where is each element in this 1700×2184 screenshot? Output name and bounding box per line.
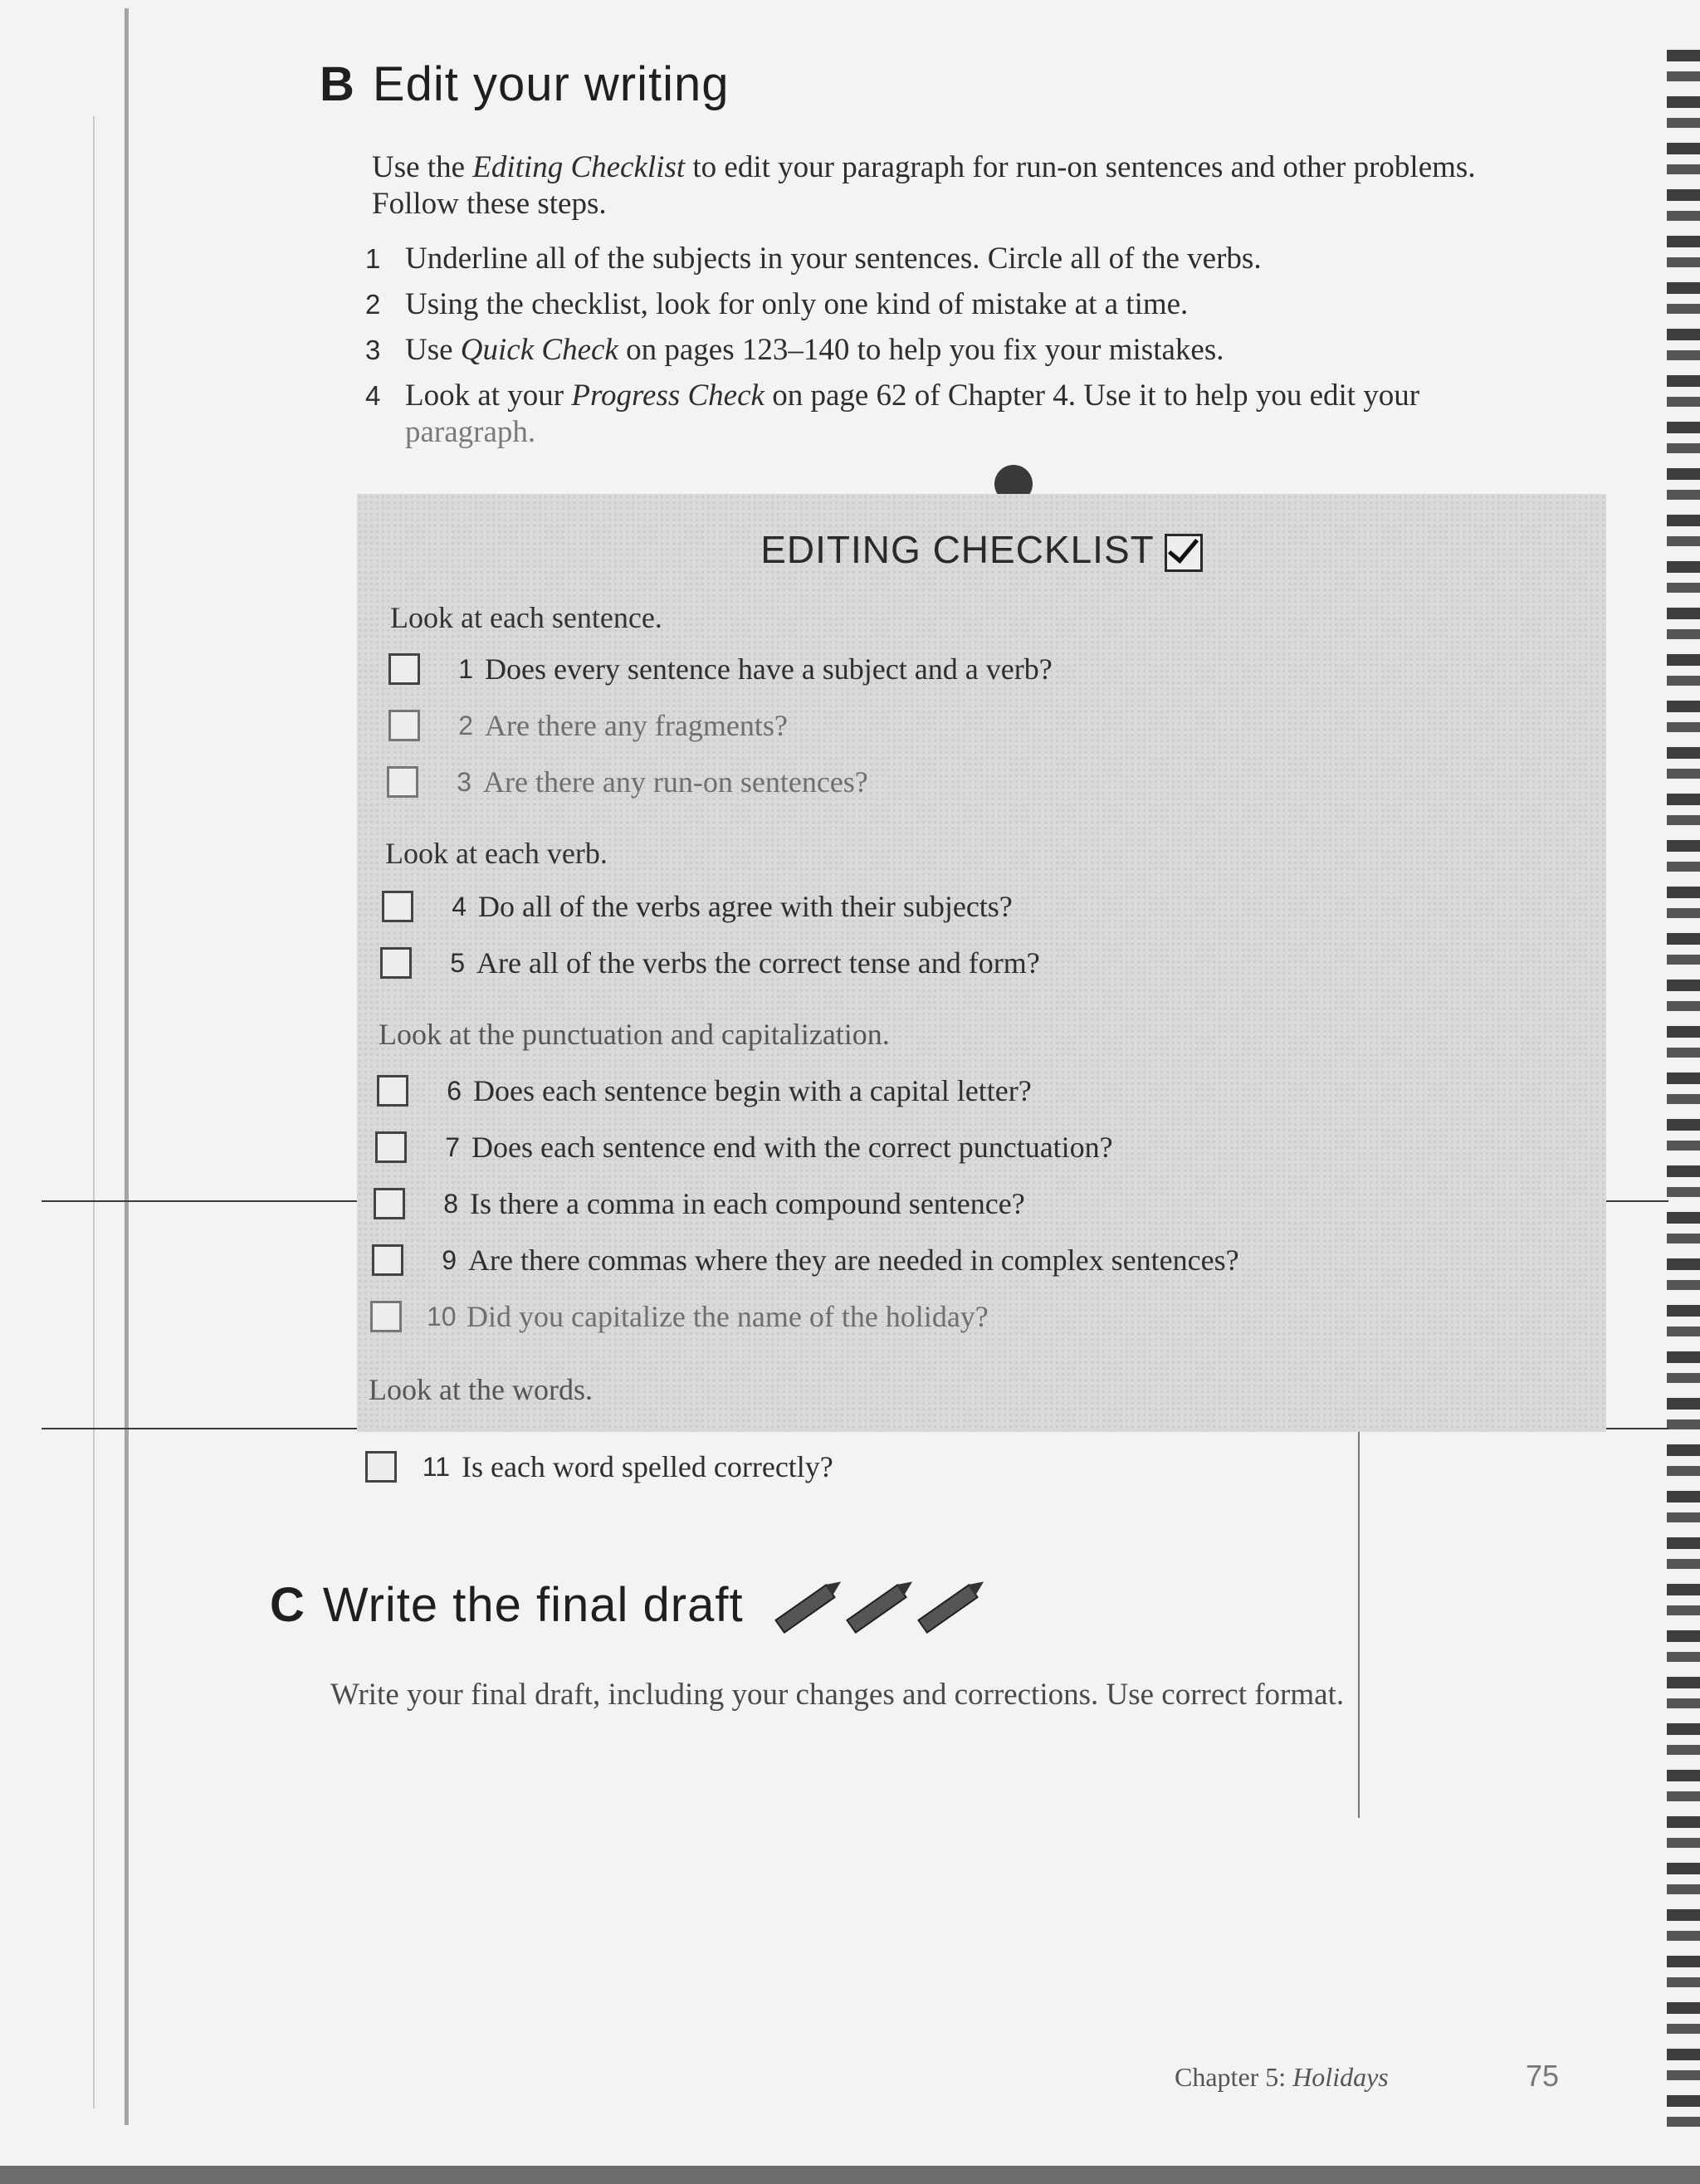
- section-letter: B: [320, 57, 354, 111]
- pencil-icon: [846, 1584, 907, 1634]
- step-item: [365, 378, 1594, 451]
- intro-paragraph: [372, 149, 1517, 222]
- item-text: Did you capitalize the name of the holiday?: [467, 1300, 989, 1333]
- checklist-item: [388, 652, 1053, 686]
- item-number: 3: [457, 766, 471, 797]
- item-text: Do all of the verbs agree with their subjects?: [478, 890, 1013, 923]
- item-text: Are there commas where they are needed in complex sentences?: [468, 1243, 1239, 1277]
- intro-italic: Editing Checklist: [472, 150, 686, 184]
- item-number: 7: [445, 1131, 460, 1162]
- item-text: Does each sentence end with the correct punctuation?: [471, 1131, 1113, 1164]
- step-item: [365, 241, 1594, 277]
- checklist-item: [388, 708, 788, 743]
- step-italic: Quick Check: [460, 333, 618, 367]
- checkbox[interactable]: [380, 947, 412, 979]
- footer-chapter: [1175, 2062, 1389, 2093]
- spiral-binding: [1667, 50, 1700, 2142]
- group-label: Look at the words.: [369, 1373, 593, 1406]
- checkmark-box-icon: [1165, 534, 1203, 572]
- step-text: Look at your: [405, 379, 572, 413]
- checkbox[interactable]: [377, 1075, 408, 1107]
- item-text: Are there any run-on sentences?: [483, 765, 868, 799]
- checklist-item: [374, 1186, 1025, 1221]
- step-item: [365, 286, 1594, 323]
- step-item: [365, 332, 1594, 369]
- checkbox[interactable]: [375, 1131, 407, 1163]
- item-text: Are there any fragments?: [485, 709, 788, 742]
- step-text: Using the checklist, look for only one kind of mistake at a time.: [405, 287, 1189, 321]
- item-number: 11: [422, 1451, 450, 1482]
- checklist-item: [375, 1130, 1113, 1165]
- section-title: Edit your writing: [372, 57, 730, 111]
- section-letter: C: [270, 1578, 305, 1632]
- checklist-title-text: EDITING CHECKLIST: [760, 528, 1155, 571]
- checkbox[interactable]: [387, 766, 418, 798]
- checkbox[interactable]: [365, 1451, 397, 1483]
- checkbox[interactable]: [382, 891, 413, 922]
- editing-checklist: [357, 494, 1606, 1432]
- item-number: 10: [427, 1301, 457, 1331]
- steps-list: [365, 241, 1594, 460]
- step-text-rest: on page 62 of Chapter 4. Use it to help you edit your: [764, 379, 1420, 413]
- step-number: 4: [365, 380, 381, 411]
- item-text: Are all of the verbs the correct tense and form?: [476, 946, 1040, 980]
- page-spine-shadow: [125, 8, 129, 2125]
- checklist-item: [372, 1243, 1239, 1278]
- item-number: 4: [452, 891, 467, 921]
- item-number: 6: [447, 1075, 462, 1106]
- item-number: 1: [458, 653, 473, 684]
- step-text: Use: [405, 333, 461, 367]
- checklist-item: [370, 1299, 989, 1334]
- intro-text: Use the: [372, 150, 473, 184]
- checkbox[interactable]: [388, 710, 420, 741]
- item-text: Is each word spelled correctly?: [462, 1450, 833, 1483]
- group-label: Look at each sentence.: [390, 601, 662, 634]
- section-title: Write the final draft: [322, 1578, 744, 1632]
- checklist-item: [380, 945, 1040, 980]
- footer-chapter-title: Holidays: [1292, 2062, 1389, 2092]
- checklist-item: [365, 1449, 833, 1484]
- final-draft-instruction: Write your final draft, including your changes and corrections. Use correct format.: [330, 1678, 1345, 1712]
- item-number: 2: [458, 710, 473, 740]
- group-label: Look at the punctuation and capitalization.: [379, 1018, 890, 1051]
- checklist-item: [387, 765, 868, 799]
- section-c-heading: [270, 1577, 979, 1633]
- step-number: 1: [365, 243, 381, 274]
- checkbox[interactable]: [372, 1244, 403, 1276]
- step-text-tail: paragraph.: [405, 415, 536, 449]
- scan-bottom-edge: [0, 2166, 1700, 2184]
- item-number: 5: [450, 947, 465, 978]
- checkbox[interactable]: [370, 1301, 402, 1332]
- step-text: Underline all of the subjects in your sentences. Circle all of the verbs.: [405, 242, 1262, 276]
- item-text: Is there a comma in each compound sentence?: [470, 1187, 1025, 1220]
- footer-chapter-label: Chapter 5:: [1175, 2062, 1293, 2092]
- page-spine-shadow-inner: [93, 116, 95, 2108]
- item-text: Does every sentence have a subject and a verb?: [485, 652, 1053, 686]
- page-number: 75: [1526, 2059, 1560, 2093]
- checklist-title: [357, 527, 1606, 572]
- item-text: Does each sentence begin with a capital letter?: [473, 1074, 1032, 1107]
- step-italic: Progress Check: [571, 379, 765, 413]
- item-number: 9: [442, 1244, 457, 1275]
- group-label: Look at each verb.: [385, 837, 608, 870]
- step-number: 3: [365, 335, 381, 365]
- checkbox[interactable]: [374, 1188, 405, 1219]
- pencils-decoration: [774, 1600, 979, 1617]
- pencil-icon: [917, 1584, 979, 1634]
- step-text-rest: on pages 123–140 to help you fix your mistakes.: [618, 333, 1224, 367]
- pencil-icon: [774, 1584, 836, 1634]
- checklist-item: [382, 889, 1013, 924]
- section-b-heading: [320, 56, 730, 112]
- checkbox[interactable]: [388, 653, 420, 685]
- step-number: 2: [365, 289, 381, 320]
- intro-text-rest: to edit your paragraph for run-on sentences and other problems. Follow these steps.: [372, 150, 1476, 221]
- checklist-item: [377, 1073, 1032, 1108]
- item-number: 8: [443, 1188, 458, 1219]
